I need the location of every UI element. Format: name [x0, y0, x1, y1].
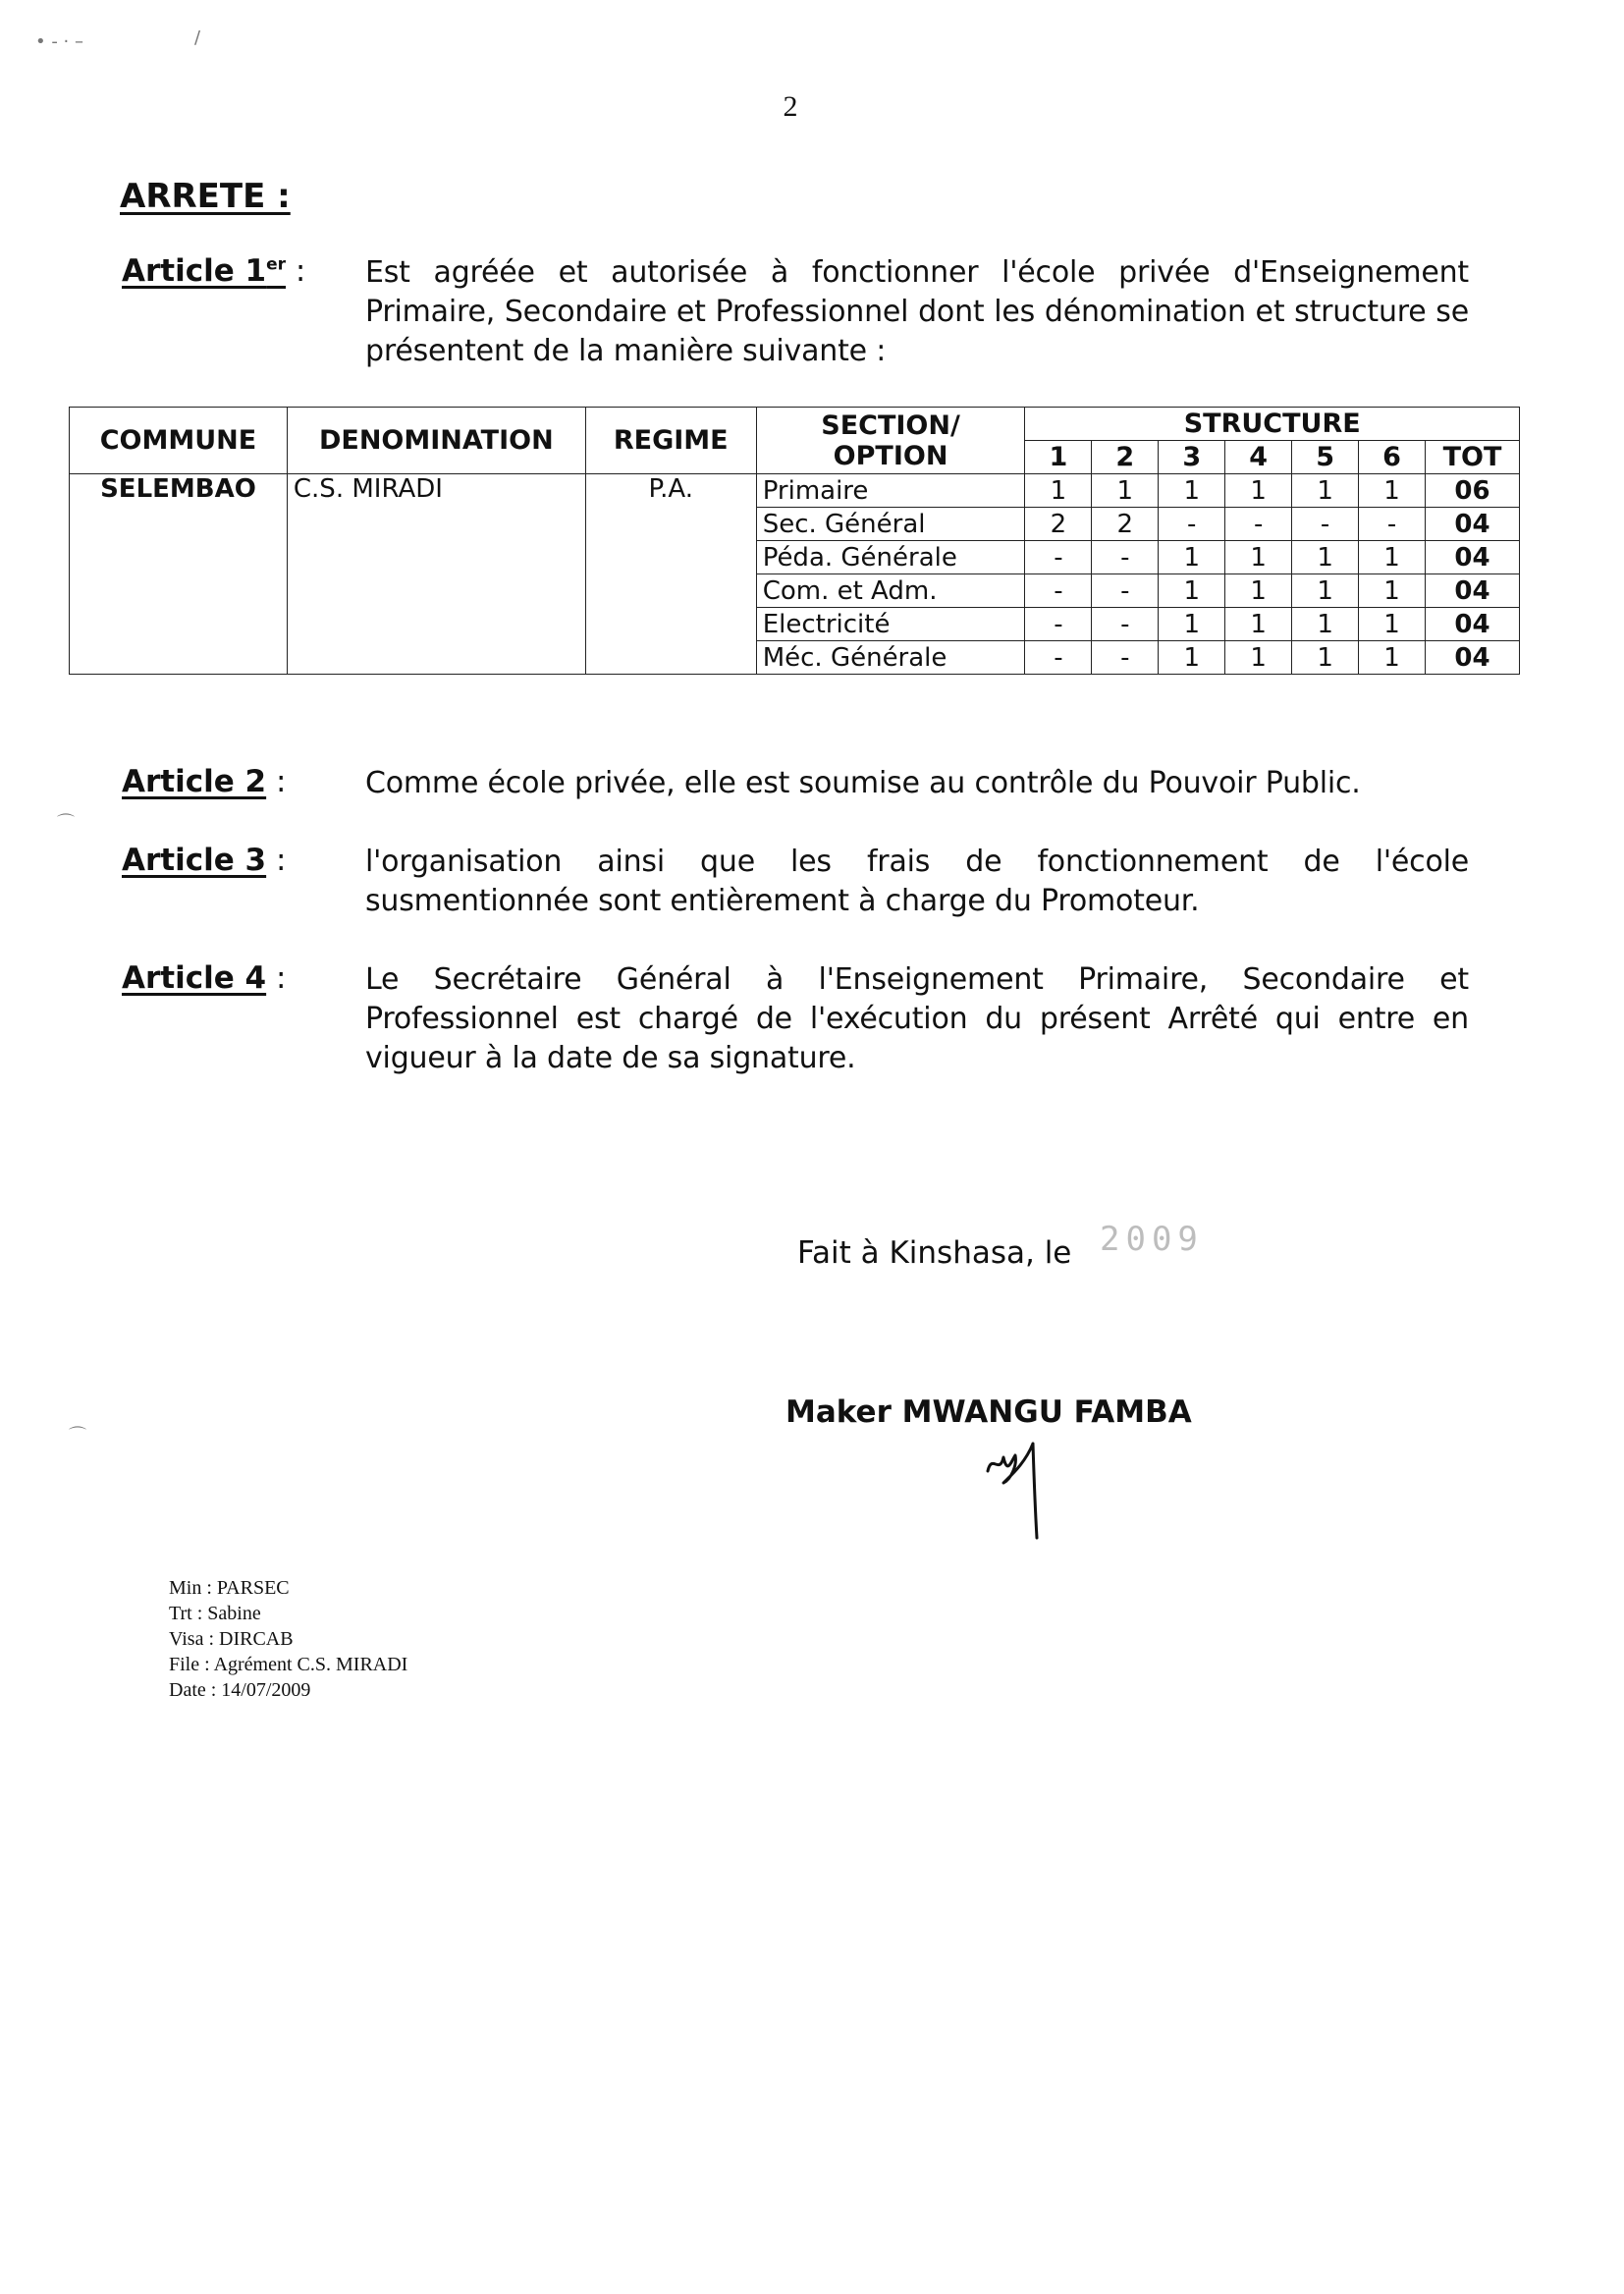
- value-cell: 1: [1292, 641, 1359, 675]
- article-label: Article 4 :: [122, 960, 287, 996]
- value-cell: 1: [1359, 574, 1426, 608]
- value-cell: -: [1025, 541, 1092, 574]
- total-cell: 04: [1425, 541, 1519, 574]
- value-cell: -: [1025, 641, 1092, 675]
- value-cell: 1: [1159, 574, 1225, 608]
- total-cell: 04: [1425, 574, 1519, 608]
- article-text: Est agréée et autorisée à fonctionner l'école privée d'Enseignement Primaire, Secondaire et Professionnel dont les dénomination et structure se présentent de la manière suivante :: [365, 255, 1469, 368]
- article-text: l'organisation ainsi que les frais de fonctionnement de l'école susmentionnée sont entièrement à charge du Promoteur.: [365, 845, 1469, 918]
- value-cell: -: [1025, 608, 1092, 641]
- value-cell: 1: [1159, 541, 1225, 574]
- value-cell: -: [1092, 608, 1159, 641]
- total-cell: 04: [1425, 641, 1519, 675]
- value-cell: -: [1225, 508, 1292, 541]
- header-section-option: SECTION/ OPTION: [756, 408, 1025, 474]
- footer-line: File : Agrément C.S. MIRADI: [169, 1654, 408, 1675]
- place-date-line: Fait à Kinshasa, le: [797, 1235, 1072, 1271]
- value-cell: -: [1092, 541, 1159, 574]
- value-cell: -: [1092, 574, 1159, 608]
- header-total: TOT: [1425, 441, 1519, 474]
- scan-mark: /: [194, 27, 201, 48]
- value-cell: 1: [1292, 574, 1359, 608]
- section-cell: Com. et Adm.: [756, 574, 1025, 608]
- section-cell: Sec. Général: [756, 508, 1025, 541]
- section-cell: Méc. Générale: [756, 641, 1025, 675]
- value-cell: 1: [1159, 641, 1225, 675]
- value-cell: 1: [1292, 474, 1359, 508]
- value-cell: -: [1025, 574, 1092, 608]
- value-cell: -: [1159, 508, 1225, 541]
- value-cell: 1: [1159, 608, 1225, 641]
- header-commune: COMMUNE: [70, 408, 288, 474]
- article-label: Article 2 :: [122, 764, 287, 799]
- value-cell: 1: [1025, 474, 1092, 508]
- denomination-cell: C.S. MIRADI: [287, 474, 585, 675]
- value-cell: 1: [1359, 474, 1426, 508]
- value-cell: 1: [1225, 641, 1292, 675]
- header-year: 2: [1092, 441, 1159, 474]
- value-cell: 2: [1025, 508, 1092, 541]
- value-cell: 1: [1159, 474, 1225, 508]
- footer-line: Trt : Sabine: [169, 1603, 261, 1624]
- value-cell: -: [1292, 508, 1359, 541]
- date-stamp: 2009: [1100, 1220, 1204, 1259]
- header-year: 3: [1159, 441, 1225, 474]
- article-text: Comme école privée, elle est soumise au contrôle du Pouvoir Public.: [365, 766, 1361, 800]
- value-cell: 1: [1225, 474, 1292, 508]
- header-year: 1: [1025, 441, 1092, 474]
- signatory-name: Maker MWANGU FAMBA: [785, 1394, 1192, 1430]
- footer-line: Date : 14/07/2009: [169, 1679, 311, 1701]
- value-cell: 1: [1225, 574, 1292, 608]
- value-cell: 1: [1359, 641, 1426, 675]
- value-cell: 1: [1225, 608, 1292, 641]
- scan-mark: • - · –: [35, 31, 83, 52]
- header-denomination: DENOMINATION: [287, 408, 585, 474]
- section-cell: Primaire: [756, 474, 1025, 508]
- value-cell: -: [1359, 508, 1426, 541]
- footer-line: Visa : DIRCAB: [169, 1628, 294, 1650]
- value-cell: 1: [1225, 541, 1292, 574]
- article-label: Article 1er :: [122, 253, 306, 289]
- handwritten-signature: [982, 1436, 1070, 1544]
- header-year: 4: [1225, 441, 1292, 474]
- header-year: 6: [1359, 441, 1426, 474]
- value-cell: 1: [1359, 541, 1426, 574]
- commune-cell: SELEMBAO: [70, 474, 288, 675]
- value-cell: 1: [1359, 608, 1426, 641]
- value-cell: -: [1092, 641, 1159, 675]
- section-cell: Electricité: [756, 608, 1025, 641]
- total-cell: 04: [1425, 608, 1519, 641]
- total-cell: 04: [1425, 508, 1519, 541]
- header-structure: STRUCTURE: [1025, 408, 1520, 441]
- regime-cell: P.A.: [585, 474, 756, 675]
- decree-heading: ARRETE :: [120, 177, 291, 216]
- total-cell: 06: [1425, 474, 1519, 508]
- value-cell: 1: [1092, 474, 1159, 508]
- section-cell: Péda. Générale: [756, 541, 1025, 574]
- header-year: 5: [1292, 441, 1359, 474]
- value-cell: 1: [1292, 608, 1359, 641]
- file-reference-block: [169, 1575, 407, 1703]
- article-text: Le Secrétaire Général à l'Enseignement Primaire, Secondaire et Professionnel est chargé de l'exécution du présent Arrêté qui entre en vigueur à la date de sa signature.: [365, 962, 1469, 1075]
- page-number: 2: [783, 90, 798, 123]
- header-regime: REGIME: [585, 408, 756, 474]
- scan-mark: ⌒: [69, 1426, 86, 1447]
- value-cell: 1: [1292, 541, 1359, 574]
- footer-line: Min : PARSEC: [169, 1577, 290, 1599]
- scan-mark: ⌒: [57, 813, 75, 834]
- table-row: [70, 474, 1520, 508]
- value-cell: 2: [1092, 508, 1159, 541]
- article-label: Article 3 :: [122, 843, 287, 878]
- school-structure-table: [69, 407, 1520, 675]
